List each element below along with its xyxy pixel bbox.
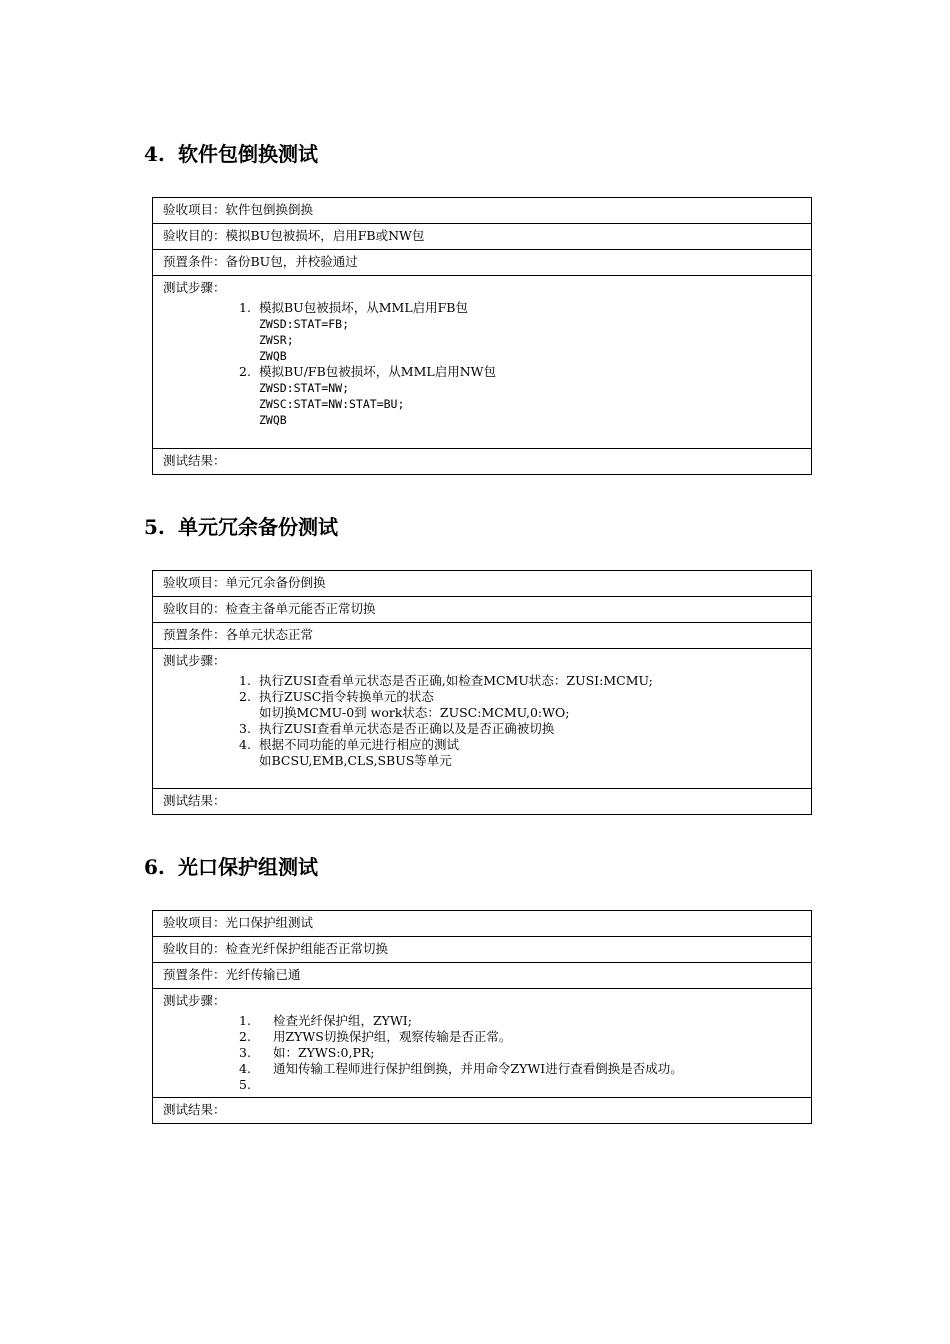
test-table <box>152 197 812 475</box>
acceptance-purpose: 验收目的：检查光纤保护组能否正常切换 <box>153 937 812 963</box>
precondition: 预置条件：备份BU包，并校验通过 <box>153 250 812 276</box>
step-number: 3. <box>239 721 251 736</box>
step-text: 通知传输工程师进行保护组倒换，并用命令ZYWI进行查看倒换是否成功。 <box>273 1061 683 1076</box>
test-result: 测试结果： <box>153 789 812 815</box>
acceptance-item: 验收项目：软件包倒换倒换 <box>153 198 812 224</box>
step-number: 1. <box>239 300 251 315</box>
section-title: 单元冗余备份测试 <box>178 515 338 539</box>
step-command: ZWSR; <box>259 333 294 347</box>
step-text: 根据不同功能的单元进行相应的测试 <box>259 737 460 752</box>
step-command: ZWQB <box>259 349 287 363</box>
section-number: 5. <box>144 515 165 539</box>
test-steps-cell <box>153 649 812 789</box>
acceptance-item: 验收项目：光口保护组测试 <box>153 911 812 937</box>
step-text: 执行ZUSI查看单元状态是否正确以及是否正确被切换 <box>259 721 555 736</box>
step-number: 5. <box>239 1077 251 1092</box>
step-item <box>239 721 801 737</box>
section-title: 光口保护组测试 <box>178 855 318 879</box>
step-item <box>239 1029 801 1045</box>
step-number: 4. <box>239 737 251 752</box>
acceptance-item: 验收项目：单元冗余备份倒换 <box>153 571 812 597</box>
step-item <box>239 673 801 689</box>
step-command: ZWSD:STAT=FB; <box>259 317 350 331</box>
step-note: 如切换MCMU-0到 work状态：ZUSC:MCMU,0:WO; <box>259 705 570 720</box>
acceptance-purpose: 验收目的：模拟BU包被损坏，启用FB或NW包 <box>153 224 812 250</box>
steps-label: 测试步骤： <box>163 653 226 668</box>
step-number: 2. <box>239 689 251 704</box>
steps-label: 测试步骤： <box>163 993 226 1008</box>
step-item <box>239 1061 801 1077</box>
section-heading <box>144 511 338 540</box>
section-title: 软件包倒换测试 <box>178 142 318 166</box>
step-text: 检查光纤保护组，ZYWI; <box>273 1013 412 1028</box>
step-command: ZWSD:STAT=NW; <box>259 381 350 395</box>
steps-label: 测试步骤： <box>163 280 226 295</box>
step-number: 2. <box>239 1029 251 1044</box>
step-note: 如BCSU,EMB,CLS,SBUS等单元 <box>259 753 452 768</box>
step-item <box>239 1013 801 1029</box>
section-number: 4. <box>144 142 165 166</box>
step-item <box>239 300 801 364</box>
step-item <box>239 689 801 721</box>
test-steps-cell <box>153 276 812 449</box>
test-table <box>152 910 812 1124</box>
step-text: 用ZYWS切换保护组，观察传输是否正常。 <box>273 1029 512 1044</box>
section-number: 6. <box>144 855 165 879</box>
test-table <box>152 570 812 815</box>
step-text: 执行ZUSC指令转换单元的状态 <box>259 689 434 704</box>
step-number: 3. <box>239 1045 251 1060</box>
precondition: 预置条件：光纤传输已通 <box>153 963 812 989</box>
step-text: 如：ZYWS:0,PR; <box>273 1045 375 1060</box>
acceptance-purpose: 验收目的：检查主备单元能否正常切换 <box>153 597 812 623</box>
step-command: ZWSC:STAT=NW:STAT=BU; <box>259 397 405 411</box>
test-result: 测试结果： <box>153 1098 812 1124</box>
test-result: 测试结果： <box>153 449 812 475</box>
step-item <box>239 1045 801 1061</box>
test-steps-cell <box>153 989 812 1098</box>
step-item <box>239 737 801 769</box>
steps-list <box>163 300 801 428</box>
step-item <box>239 364 801 428</box>
step-command: ZWQB <box>259 413 287 427</box>
section-heading <box>144 138 318 167</box>
step-number: 1. <box>239 1013 251 1028</box>
step-item <box>239 1077 801 1093</box>
step-number: 2. <box>239 364 251 379</box>
step-text: 执行ZUSI查看单元状态是否正确,如检查MCMU状态：ZUSI:MCMU; <box>259 673 653 688</box>
step-text <box>273 1077 277 1092</box>
step-text: 模拟BU/FB包被损坏，从MML启用NW包 <box>259 364 496 379</box>
section-heading <box>144 851 318 880</box>
steps-list <box>163 1013 801 1093</box>
precondition: 预置条件：各单元状态正常 <box>153 623 812 649</box>
step-number: 4. <box>239 1061 251 1076</box>
steps-list <box>163 673 801 769</box>
step-text: 模拟BU包被损坏，从MML启用FB包 <box>259 300 468 315</box>
step-number: 1. <box>239 673 251 688</box>
